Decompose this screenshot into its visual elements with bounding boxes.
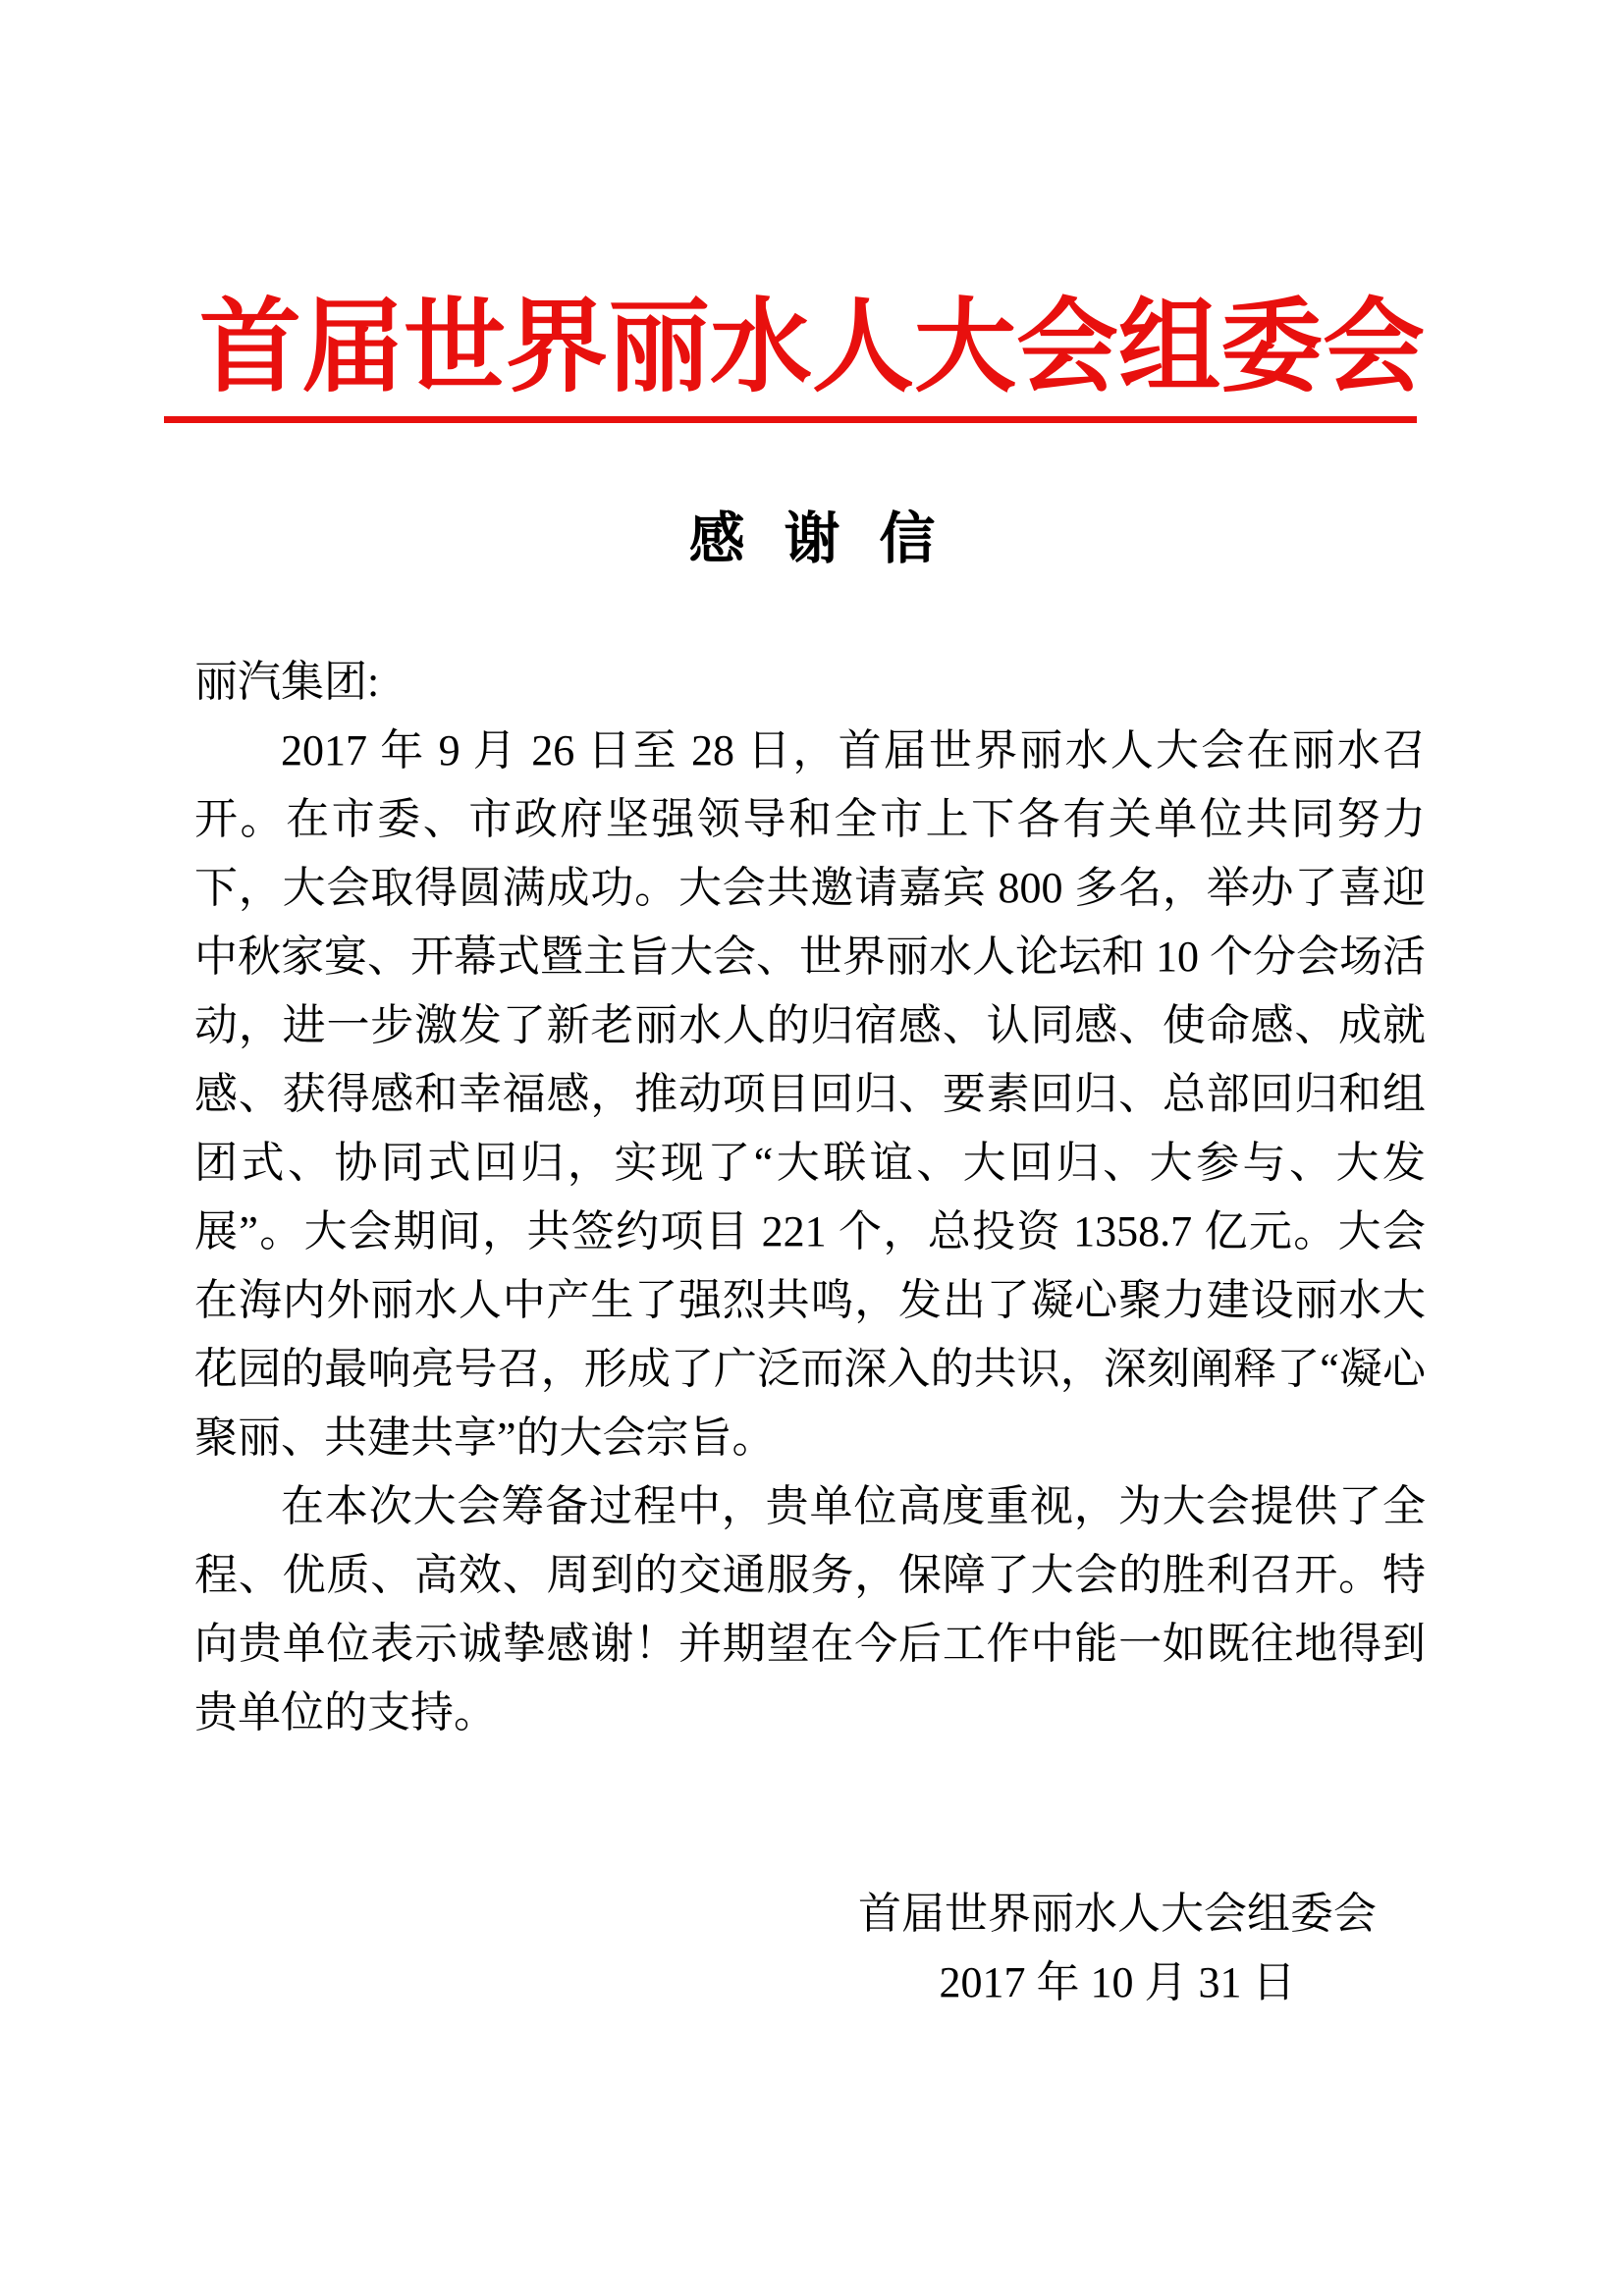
signature-block — [858, 1880, 1377, 2017]
paragraph-1: 2017 年 9 月 26 日至 28 日，首届世界丽水人大会在丽水召开。在市委、市政府坚强领导和全市上下各有关单位共同努力下，大会取得圆满成功。大会共邀请嘉宾 800 多名，举办了喜迎中秋家宴、开幕式暨主旨大会、世界丽水人论坛和 10 个分会场活动，进一步激发了新老丽水人的归宿感、认同感、使命感、成就感、获得感和幸福感，推动项目回归、要素回归、总部回归和组团式、协同式回归，实现了“大联谊、大回归、大参与、大发展”。大会期间，共签约项目 221 个，总投资 1358.7 亿元。大会在海内外丽水人中产生了强烈共鸣，发出了凝心聚力建设丽水大花园的最响亮号召，形成了广泛而深入的共识，深刻阐释了“凝心聚丽、共建共享”的大会宗旨。 — [194, 726, 1426, 1462]
letterhead-title: 首届世界丽水人大会组委会 — [198, 292, 1425, 404]
letterhead-rule — [164, 416, 1417, 423]
signature-name: 首届世界丽水人大会组委会 — [858, 1890, 1377, 1938]
paragraph-2: 在本次大会筹备过程中，贵单位高度重视，为大会提供了全程、优质、高效、周到的交通服务，保障了大会的胜利召开。特向贵单位表示诚挚感谢！并期望在今后工作中能一如既往地得到贵单位的支持。 — [194, 1482, 1426, 1736]
document-title: 感 谢 信 — [688, 508, 936, 570]
letter-body — [194, 648, 1426, 1747]
salutation: 丽汽集团: — [194, 658, 380, 706]
signature-date: 2017 年 10 月 31 日 — [939, 1958, 1296, 2006]
